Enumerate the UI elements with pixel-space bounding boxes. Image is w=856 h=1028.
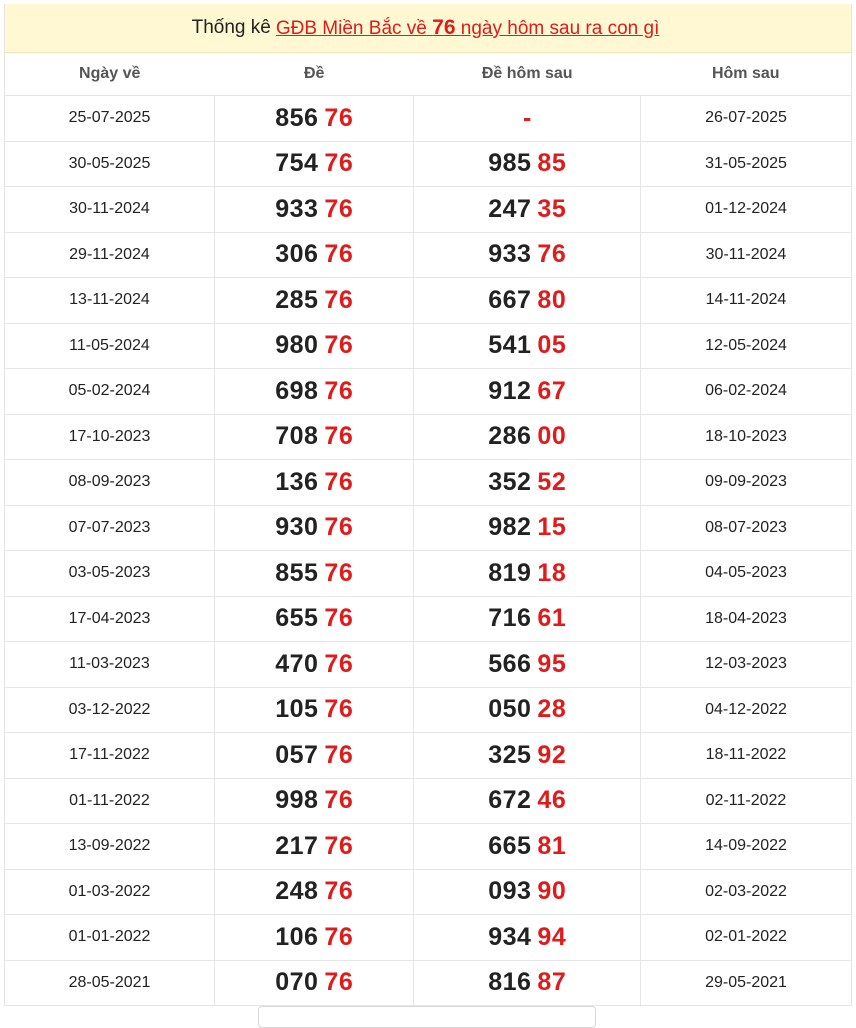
cell-de (214, 232, 413, 278)
cell-date: 11-05-2024 (5, 323, 214, 369)
cell-next-date: 18-10-2023 (640, 414, 851, 460)
de-tail: 76 (324, 331, 354, 360)
de-tail: 76 (324, 376, 354, 405)
cell-next-date: 08-07-2023 (640, 505, 851, 551)
cell-next-date: 06-02-2024 (640, 369, 851, 415)
next-de-tail: 95 (537, 649, 567, 678)
de-prefix: 855 (275, 558, 319, 587)
cell-next-de (414, 960, 641, 1006)
next-de-prefix: 566 (488, 649, 532, 678)
next-de-prefix: 352 (488, 467, 532, 496)
cell-de (214, 687, 413, 733)
de-tail: 76 (324, 922, 354, 951)
next-de-tail: 94 (537, 922, 567, 951)
cell-de (214, 824, 413, 870)
next-de-prefix: 541 (488, 331, 532, 360)
next-de-tail: 81 (537, 831, 567, 860)
next-de-pending: - (523, 103, 532, 132)
next-de-prefix: 912 (488, 376, 532, 405)
de-tail: 76 (324, 968, 354, 997)
cell-next-date: 12-03-2023 (640, 642, 851, 688)
cell-date: 30-11-2024 (5, 187, 214, 233)
cell-next-date: 14-09-2022 (640, 824, 851, 870)
cell-date: 08-09-2023 (5, 460, 214, 506)
cell-de (214, 460, 413, 506)
cell-next-de (414, 869, 641, 915)
de-prefix: 057 (275, 740, 319, 769)
cell-date: 01-03-2022 (5, 869, 214, 915)
next-de-tail: 67 (537, 376, 567, 405)
title-link-text-after: ngày hôm sau ra con gì (460, 18, 660, 39)
table-row (5, 915, 851, 961)
de-prefix: 470 (275, 649, 319, 678)
table-row (5, 824, 851, 870)
cell-next-de (414, 414, 641, 460)
de-prefix: 856 (275, 103, 319, 132)
cell-date: 11-03-2023 (5, 642, 214, 688)
cell-date: 25-07-2025 (5, 96, 214, 142)
cell-next-date: 18-04-2023 (640, 596, 851, 642)
cell-de (214, 778, 413, 824)
table-row (5, 551, 851, 597)
de-tail: 76 (324, 831, 354, 860)
next-de-prefix: 982 (488, 513, 532, 542)
cell-date: 01-01-2022 (5, 915, 214, 961)
cell-de (214, 915, 413, 961)
cell-next-de (414, 778, 641, 824)
next-de-prefix: 819 (488, 558, 532, 587)
cell-next-de (414, 460, 641, 506)
cell-next-de (414, 96, 641, 142)
cell-date: 03-05-2023 (5, 551, 214, 597)
next-de-prefix: 716 (488, 604, 532, 633)
de-tail: 76 (324, 740, 354, 769)
cell-date: 17-04-2023 (5, 596, 214, 642)
next-de-tail: 85 (537, 149, 567, 178)
cell-de (214, 551, 413, 597)
cell-de (214, 596, 413, 642)
cell-de (214, 869, 413, 915)
cell-next-de (414, 824, 641, 870)
de-prefix: 933 (275, 194, 319, 223)
table-row (5, 869, 851, 915)
cell-next-date: 31-05-2025 (640, 141, 851, 187)
col-header-de: Đề (214, 53, 413, 96)
cell-next-de (414, 551, 641, 597)
stats-panel (4, 4, 852, 1006)
col-header-next-date: Hôm sau (640, 53, 851, 96)
next-de-tail: 80 (537, 285, 567, 314)
next-de-prefix: 325 (488, 740, 532, 769)
table-row (5, 460, 851, 506)
cell-next-date: 18-11-2022 (640, 733, 851, 779)
table-row (5, 414, 851, 460)
de-prefix: 698 (275, 376, 319, 405)
next-de-prefix: 247 (488, 194, 532, 223)
cell-de (214, 505, 413, 551)
cell-date: 17-10-2023 (5, 414, 214, 460)
table-row (5, 323, 851, 369)
cell-next-date: 12-05-2024 (640, 323, 851, 369)
table-row (5, 596, 851, 642)
cell-next-de (414, 369, 641, 415)
next-de-tail: 46 (537, 786, 567, 815)
table-row (5, 642, 851, 688)
cell-date: 28-05-2021 (5, 960, 214, 1006)
cell-next-de (414, 187, 641, 233)
table-row (5, 733, 851, 779)
cell-de (214, 414, 413, 460)
col-header-date: Ngày về (5, 53, 214, 96)
de-tail: 76 (324, 604, 354, 633)
cell-de (214, 187, 413, 233)
de-prefix: 930 (275, 513, 319, 542)
next-de-prefix: 933 (488, 240, 532, 269)
cell-next-de (414, 278, 641, 324)
de-prefix: 248 (275, 877, 319, 906)
cell-de (214, 642, 413, 688)
table-row (5, 96, 851, 142)
de-prefix: 070 (275, 968, 319, 997)
cell-date: 17-11-2022 (5, 733, 214, 779)
cell-date: 13-09-2022 (5, 824, 214, 870)
de-prefix: 106 (275, 922, 319, 951)
results-table (5, 53, 851, 1006)
cell-next-date: 29-05-2021 (640, 960, 851, 1006)
next-de-tail: 61 (537, 604, 567, 633)
de-prefix: 217 (275, 831, 319, 860)
de-tail: 76 (324, 877, 354, 906)
cell-next-date: 02-01-2022 (640, 915, 851, 961)
cell-date: 01-11-2022 (5, 778, 214, 824)
title-prefix: Thống kê (191, 17, 271, 38)
table-row (5, 187, 851, 233)
cell-next-date: 26-07-2025 (640, 96, 851, 142)
title-number: 76 (432, 16, 456, 39)
table-row (5, 278, 851, 324)
de-tail: 76 (324, 149, 354, 178)
next-de-tail: 87 (537, 968, 567, 997)
cell-next-date: 02-11-2022 (640, 778, 851, 824)
title-link[interactable] (276, 16, 660, 40)
de-tail: 76 (324, 103, 354, 132)
col-header-next-de: Đề hôm sau (414, 53, 641, 96)
cell-next-date: 04-12-2022 (640, 687, 851, 733)
de-tail: 76 (324, 422, 354, 451)
de-tail: 76 (324, 513, 354, 542)
cell-de (214, 96, 413, 142)
cell-next-de (414, 232, 641, 278)
cell-date: 07-07-2023 (5, 505, 214, 551)
cell-next-de (414, 733, 641, 779)
cell-next-de (414, 505, 641, 551)
cell-next-date: 14-11-2024 (640, 278, 851, 324)
table-row (5, 505, 851, 551)
next-de-tail: 76 (537, 240, 567, 269)
title-link-text: GĐB Miền Bắc về (275, 18, 427, 39)
de-tail: 76 (324, 786, 354, 815)
next-de-tail: 18 (537, 558, 567, 587)
next-de-tail: 92 (537, 740, 567, 769)
cell-de (214, 278, 413, 324)
cell-de (214, 960, 413, 1006)
de-prefix: 306 (275, 240, 319, 269)
table-row (5, 232, 851, 278)
cell-de (214, 141, 413, 187)
de-tail: 76 (324, 240, 354, 269)
next-de-prefix: 672 (488, 786, 532, 815)
de-prefix: 655 (275, 604, 319, 633)
table-row (5, 369, 851, 415)
next-de-prefix: 667 (488, 285, 532, 314)
next-de-prefix: 816 (488, 968, 532, 997)
cell-de (214, 323, 413, 369)
cell-next-date: 01-12-2024 (640, 187, 851, 233)
cell-date: 03-12-2022 (5, 687, 214, 733)
cell-date: 13-11-2024 (5, 278, 214, 324)
de-prefix: 998 (275, 786, 319, 815)
cell-date: 05-02-2024 (5, 369, 214, 415)
next-de-prefix: 286 (488, 422, 532, 451)
de-tail: 76 (324, 194, 354, 223)
cell-next-de (414, 915, 641, 961)
cell-next-date: 04-05-2023 (640, 551, 851, 597)
next-de-tail: 52 (537, 467, 567, 496)
cell-date: 30-05-2025 (5, 141, 214, 187)
cell-de (214, 369, 413, 415)
de-prefix: 754 (275, 149, 319, 178)
cell-next-de (414, 596, 641, 642)
cell-next-de (414, 642, 641, 688)
de-prefix: 285 (275, 285, 319, 314)
de-prefix: 708 (275, 422, 319, 451)
next-de-tail: 05 (537, 331, 567, 360)
next-de-tail: 15 (537, 513, 567, 542)
next-de-prefix: 093 (488, 877, 532, 906)
panel-title (5, 4, 851, 53)
cell-next-date: 09-09-2023 (640, 460, 851, 506)
cell-next-date: 02-03-2022 (640, 869, 851, 915)
cell-date: 29-11-2024 (5, 232, 214, 278)
table-row (5, 687, 851, 733)
cell-de (214, 733, 413, 779)
de-tail: 76 (324, 649, 354, 678)
de-tail: 76 (324, 695, 354, 724)
de-tail: 76 (324, 285, 354, 314)
table-header-row (5, 53, 851, 96)
table-row (5, 960, 851, 1006)
next-de-prefix: 665 (488, 831, 532, 860)
cell-next-de (414, 687, 641, 733)
table-row (5, 778, 851, 824)
de-prefix: 980 (275, 331, 319, 360)
de-tail: 76 (324, 558, 354, 587)
next-de-prefix: 985 (488, 149, 532, 178)
next-de-tail: 35 (537, 194, 567, 223)
next-de-prefix: 934 (488, 922, 532, 951)
next-de-tail: 00 (537, 422, 567, 451)
pagination-box[interactable] (258, 1006, 596, 1028)
table-row (5, 141, 851, 187)
cell-next-date: 30-11-2024 (640, 232, 851, 278)
de-tail: 76 (324, 467, 354, 496)
next-de-tail: 90 (537, 877, 567, 906)
cell-next-de (414, 323, 641, 369)
next-de-prefix: 050 (488, 695, 532, 724)
next-de-tail: 28 (537, 695, 567, 724)
cell-next-de (414, 141, 641, 187)
de-prefix: 105 (275, 695, 319, 724)
de-prefix: 136 (275, 467, 319, 496)
